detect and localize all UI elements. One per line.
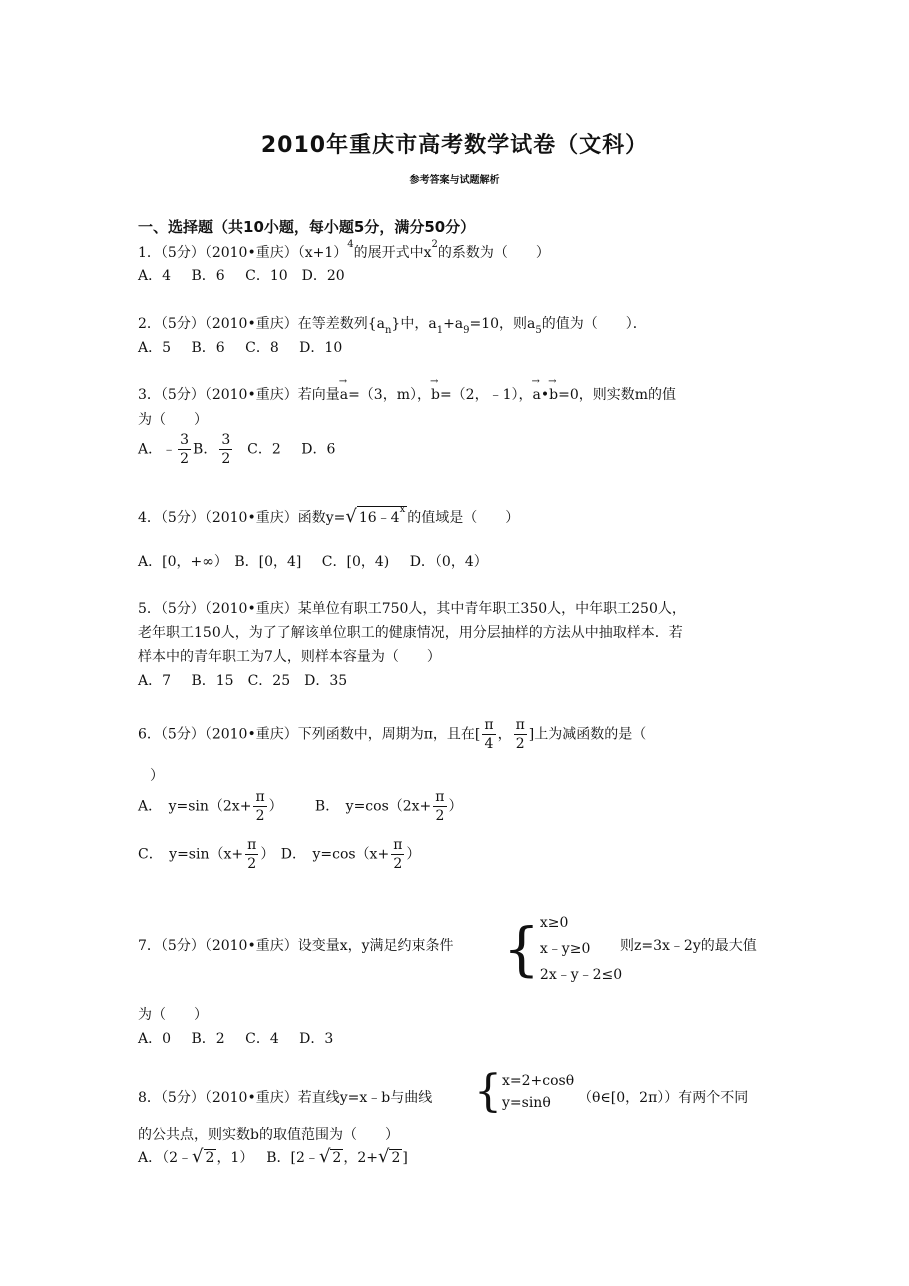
q1-tail: 的系数为（ ） (437, 245, 550, 261)
q5-line-3: 样本中的青年职工为7人，则样本容量为（ ） (138, 649, 441, 665)
question-3 (138, 384, 676, 404)
q3-text-2: =（2，﹣1）， (439, 387, 533, 403)
fraction-b-den: 2 (221, 451, 231, 467)
q8-option-b-label: B．[2﹣ (266, 1150, 319, 1166)
fraction-b (219, 431, 232, 468)
q8-option-a-label: A．（2﹣ (138, 1150, 193, 1166)
q2-sub-5: 5 (535, 325, 542, 336)
q2-lead: 2．（5分）（2010•重庆）在等差数列{a (138, 316, 385, 332)
fraction (433, 788, 446, 825)
q7-lead: 7．（5分）（2010•重庆）设变量x，y满足约束条件 (138, 938, 454, 954)
q2-sub-1: 1 (436, 325, 444, 336)
fraction-a (178, 431, 191, 468)
frac-num: π (247, 837, 257, 853)
frac-num: π (484, 717, 494, 733)
radical-sign: √ (345, 506, 357, 527)
minus-sign: ﹣ (162, 441, 177, 458)
radicand: 2 (391, 1150, 401, 1166)
vector-b-2: → b (549, 387, 558, 403)
q8-option-a-close: ，1） (216, 1150, 254, 1166)
q3-lead: 3．（5分）（2010•重庆）若向量 (138, 387, 340, 403)
q6-option-c-close: ） (260, 846, 275, 863)
page-title: 2010年重庆市高考数学试卷（文科） (260, 133, 649, 158)
q6-option-a-label: A． (138, 798, 163, 815)
fraction-a-num: 3 (180, 432, 190, 448)
q8-lead: 8．（5分）（2010•重庆）若直线y=x﹣b与曲线 (138, 1090, 433, 1106)
radicand: 2 (332, 1150, 342, 1166)
q6-close-paren: ） (150, 768, 164, 784)
q6-lead: 6．（5分）（2010•重庆）下列函数中，周期为π，且在 (138, 726, 475, 743)
q3-option-b-label: B． (193, 441, 218, 458)
radical-sign: √ (318, 1146, 331, 1167)
radicand-exp: x (399, 504, 406, 515)
interval-comma: ， (497, 726, 512, 743)
q3-option-a-label: A． (138, 441, 163, 458)
q7-options: A．0 B．2 C．4 D．3 (138, 1031, 334, 1047)
q2-text-3: =10，则a (469, 316, 536, 332)
q6-option-b-func: y=cos（2x+ (345, 798, 432, 815)
q3-text-3: =0，则实数m的值 (558, 387, 677, 403)
vector-a: → a (340, 387, 348, 403)
radicand: 2 (205, 1150, 215, 1166)
q2-text-1: }中，a (391, 316, 437, 332)
q3-text-1: =（3，m）， (348, 387, 431, 403)
q8-tail: （θ∈[0，2π））有两个不同 (578, 1090, 749, 1106)
constraint-2: x﹣y≥0 (539, 941, 591, 957)
q6-tail: 上为减函数的是（ (534, 726, 647, 743)
frac-den: 2 (247, 856, 257, 872)
q5-options: A．7 B．15 C．25 D．35 (138, 673, 348, 689)
frac-den: 2 (435, 808, 445, 824)
q6-options-row-2 (138, 836, 420, 873)
fraction-a-den: 2 (180, 451, 190, 467)
q2-sub-9: 9 (463, 325, 470, 336)
q6-option-c-label: C． (138, 846, 163, 863)
radicand (357, 506, 407, 527)
q1-lead: 1．（5分）（2010•重庆）（x+1） (138, 245, 348, 261)
fraction-pi-4 (482, 716, 495, 753)
frac-den: 2 (515, 736, 525, 752)
frac-den: 2 (393, 856, 403, 872)
q6-option-b-close: ） (448, 798, 463, 815)
curve-eq-1: x=2+cosθ (502, 1073, 575, 1089)
question-4 (138, 506, 519, 527)
q3-options-rest: C．2 D．6 (247, 441, 336, 458)
q7-tail: 则z=3x﹣2y的最大值 (620, 938, 757, 954)
fraction (391, 836, 404, 873)
radical-sign: √ (377, 1146, 390, 1167)
fraction (245, 836, 258, 873)
brace-icon: { (474, 1066, 502, 1117)
q6-option-b-label: B． (314, 798, 340, 815)
radical-sign: √ (192, 1146, 204, 1167)
q5-line-1: 5．（5分）（2010•重庆）某单位有职工750人，其中青年职工350人，中年职工250人， (138, 601, 686, 617)
question-1 (138, 239, 550, 262)
q3-line-2: 为（ ） (138, 412, 208, 428)
question-2 (138, 313, 647, 336)
q4-options: A．[0，+∞） B．[0，4] C．[0，4) D．（0，4） (138, 554, 488, 570)
q1-exponent-2: 2 (431, 239, 438, 250)
q4-lead: 4．（5分）（2010•重庆）函数 (138, 510, 326, 526)
vector-a-2: → a (533, 387, 541, 403)
q2-options: A．5 B．6 C．8 D．10 (138, 340, 343, 356)
q8-option-b-mid: ，2+ (343, 1150, 378, 1166)
q8-system (474, 1066, 575, 1117)
q8-line-2: 的公共点，则实数b的取值范围为（ ） (138, 1127, 399, 1143)
q8-option-b-close: ] (402, 1150, 408, 1166)
q4-y: y= (325, 510, 346, 526)
fraction-pi-2 (514, 716, 527, 753)
interval-open: [ (474, 726, 481, 743)
question-6 (138, 716, 646, 753)
q1-options: A．4 B．6 C．10 D．20 (138, 268, 345, 284)
q6-option-a-func: y=sin（2x+ (168, 798, 252, 815)
q7-system (503, 910, 622, 988)
frac-den: 4 (484, 736, 494, 752)
constraint-list (540, 910, 622, 988)
section-heading: 一、选择题（共10小题，每小题5分，满分50分） (138, 218, 476, 236)
frac-num: π (255, 789, 265, 805)
q6-option-d-func: y=cos（x+ (312, 846, 390, 863)
q6-option-a-close: ） (268, 798, 283, 815)
frac-den: 2 (255, 808, 265, 824)
vector-b: → b (431, 387, 440, 403)
curve-eq-2: y=sinθ (502, 1095, 551, 1111)
fraction-b-num: 3 (221, 432, 231, 448)
q1-mid: 的展开式中x (353, 245, 432, 261)
frac-num: π (435, 789, 445, 805)
fraction (253, 788, 266, 825)
frac-num: π (393, 837, 403, 853)
interval-close: ] (528, 726, 535, 743)
q2-text-4: 的值为（ ）． (541, 316, 647, 332)
q5-line-2: 老年职工150人，为了了解该单位职工的健康情况，用分层抽样的方法从中抽取样本．若 (138, 625, 683, 641)
dot-operator: • (540, 387, 550, 403)
q8-options (138, 1146, 408, 1167)
constraint-3: 2x﹣y﹣2≤0 (539, 967, 623, 983)
q6-option-c-func: y=sin（x+ (169, 846, 244, 863)
q6-option-d-close: ） (406, 846, 421, 863)
curve-equations (502, 1070, 574, 1114)
q4-tail: 的值域是（ ） (407, 510, 520, 526)
q6-option-d-label: D． (280, 846, 307, 863)
q3-options (138, 431, 335, 468)
q6-options-row-1 (138, 788, 463, 825)
q2-sub-n: n (384, 325, 392, 336)
frac-num: π (515, 717, 525, 733)
q1-exponent: 4 (347, 239, 354, 250)
radicand-text: 16﹣4 (358, 510, 400, 526)
brace-icon: { (503, 915, 540, 983)
q7-line-2: 为（ ） (138, 1007, 208, 1023)
page-subtitle: 参考答案与试题解析 (409, 175, 500, 186)
constraint-1: x≥0 (539, 915, 569, 931)
q2-text-2: +a (443, 316, 464, 332)
